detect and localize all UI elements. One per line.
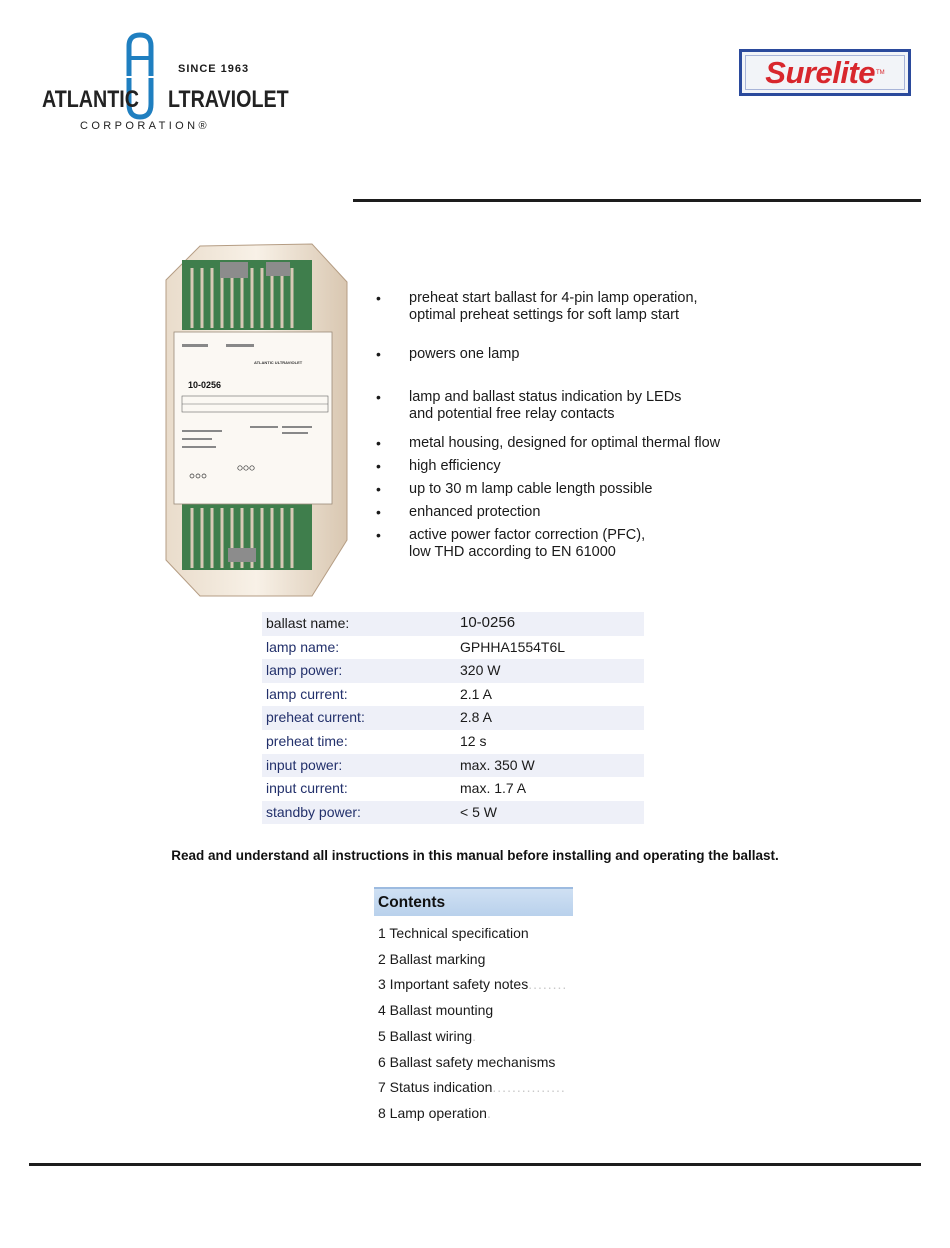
header-rule <box>353 199 921 202</box>
contents-header <box>374 887 573 916</box>
toc-item[interactable]: 1 Technical specification <box>378 925 529 941</box>
spec-table <box>262 612 644 824</box>
spec-row-preheat-time: preheat time: 12 s <box>266 732 487 749</box>
toc-item[interactable]: 4 Ballast mounting <box>378 1002 494 1019</box>
warning-text: Read and understand all instructions in this manual before installing and operating the ballast. <box>171 848 779 863</box>
toc-item[interactable]: 8 Lamp operation. <box>378 1104 492 1121</box>
logo-corporation: CORPORATION® <box>80 120 210 132</box>
logo-word-atlantic: ATLANTIC <box>42 86 139 113</box>
atlantic-ultraviolet-logo <box>38 32 289 137</box>
surelite-name: Surelite <box>765 54 876 90</box>
surelite-tm: TM <box>876 69 885 76</box>
toc-item[interactable]: 7 Status indication............... <box>378 1079 566 1096</box>
ballast-product-image <box>162 240 348 600</box>
toc-item[interactable]: 3 Important safety notes........ <box>378 976 568 993</box>
surelite-logo <box>739 49 911 96</box>
spec-row-lamp-power: lamp power: 320 W <box>262 659 644 683</box>
contents-title: Contents <box>378 894 446 911</box>
ballast-label-brand: ATLANTIC ULTRAVIOLET <box>254 360 303 365</box>
spec-row-input-current: input current: max. 1.7 A <box>266 780 527 797</box>
logo-word-ultraviolet: LTRAVIOLET <box>168 86 289 113</box>
logo-since: SINCE 1963 <box>178 63 250 75</box>
toc-item[interactable]: 5 Ballast wiring. <box>378 1027 478 1044</box>
spec-row-standby-power: standby power: < 5 W <box>262 801 644 825</box>
spec-row-lamp-current: lamp current: 2.1 A <box>266 685 492 702</box>
toc-item[interactable]: 2 Ballast marking <box>378 950 486 967</box>
spec-row-preheat-current: preheat current: 2.8 A <box>262 706 644 730</box>
ballast-label-model: 10-0256 <box>188 380 222 390</box>
toc-item[interactable]: 6 Ballast safety mechanisms <box>378 1053 556 1070</box>
spec-row-input-power: input power: max. 350 W <box>262 754 644 778</box>
spec-row-lamp-name: lamp name: GPHHA1554T6L <box>266 638 566 655</box>
footer-rule <box>29 1163 921 1166</box>
spec-row-ballast-name: ballast name: 10-0256 <box>262 612 644 636</box>
